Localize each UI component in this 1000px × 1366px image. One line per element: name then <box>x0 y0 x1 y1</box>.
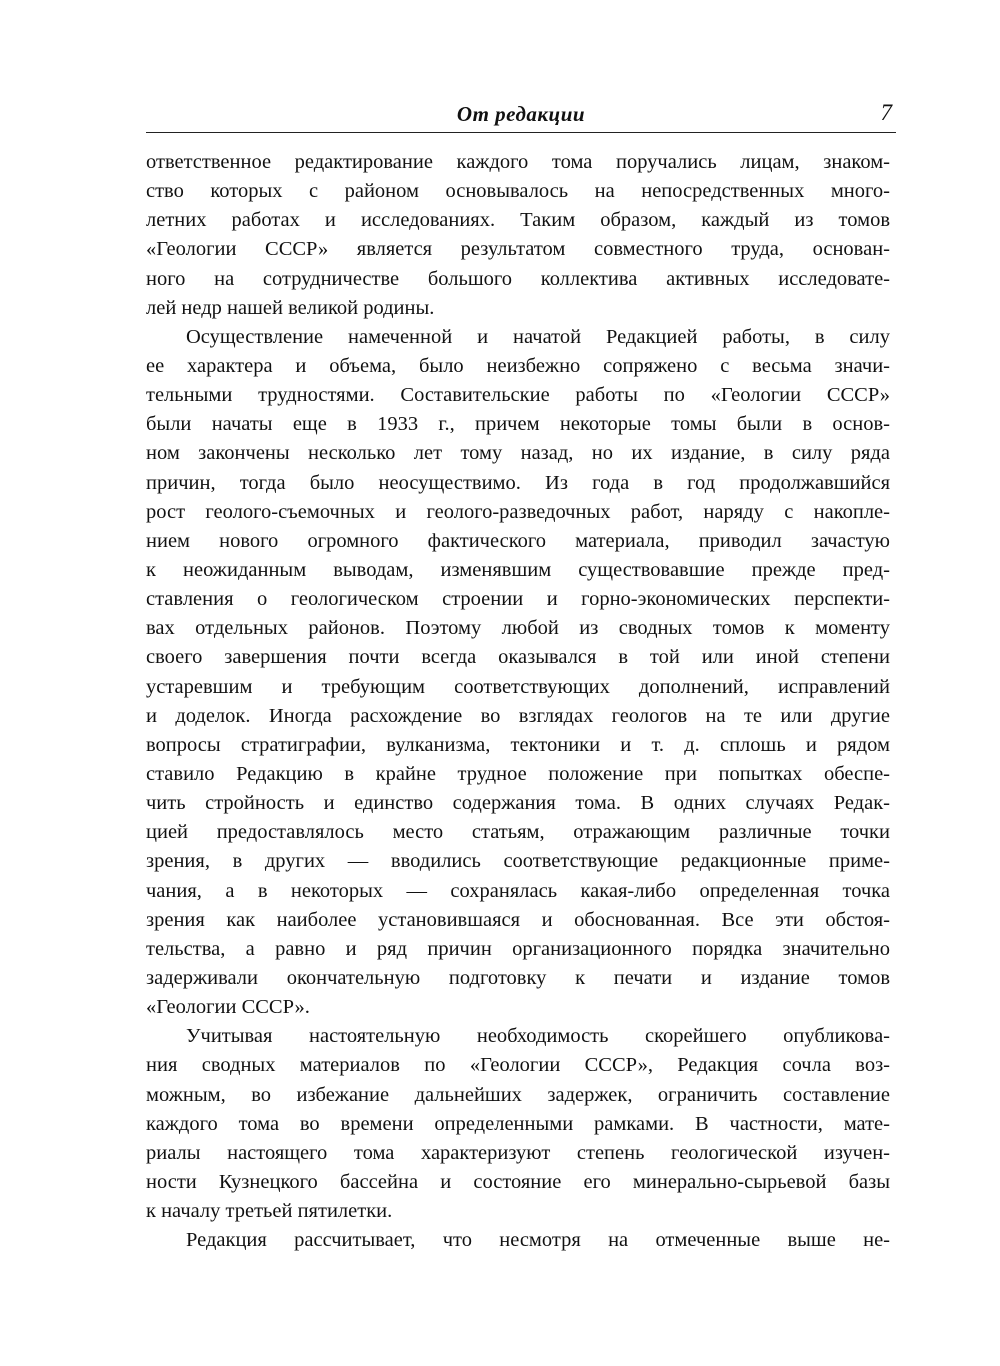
text-line: ответственное редактирование каждого тома поручались лицам, знаком- <box>146 151 890 173</box>
text-line: задерживали окончательную подготовку к печати и издание томов <box>146 966 890 989</box>
paragraph-p3 <box>146 1022 890 1226</box>
text-line: ного на сотрудничестве большого коллектива активных исследовате- <box>146 267 890 290</box>
text-line: и доделок. Иногда расхождение во взглядах геологов на те или другие <box>146 704 890 727</box>
text-line: зрения, в других — вводились соответствующие редакционные приме- <box>146 850 890 873</box>
text-line: ности Кузнецкого бассейна и состояние его минерально-сырьевой базы <box>146 1170 890 1193</box>
text-line: риалы настоящего тома характеризуют степень геологической изучен- <box>146 1141 890 1164</box>
text-line: чания, а в некоторых — сохранялась какая-либо определенная точка <box>146 879 890 902</box>
text-line: к началу третьей пятилетки. <box>146 1200 393 1223</box>
text-line: Учитывая настоятельную необходимость скорейшего опубликова- <box>186 1025 890 1048</box>
text-line: ставления о геологическом строении и горно-экономических перспекти- <box>146 588 890 611</box>
text-line: «Геологии СССР». <box>146 996 310 1019</box>
text-line: своего завершения почти всегда оказывался в той или иной степени <box>146 646 890 669</box>
text-line: Осуществление намеченной и начатой Редакцией работы, в силу <box>186 325 890 348</box>
text-line: Редакция рассчитывает, что несмотря на отмеченные выше не- <box>186 1229 890 1252</box>
text-line: устаревшим и требующим соответствующих дополнений, исправлений <box>146 675 890 698</box>
text-line: чить стройность и единство содержания тома. В одних случаях Редак- <box>146 792 890 815</box>
text-line: тельными трудностями. Составительские работы по «Геологии СССР» <box>146 384 890 407</box>
text-line: ном закончены несколько лет тому назад, но их издание, в силу ряда <box>146 442 890 465</box>
body-text <box>146 148 890 1255</box>
paragraph-p2 <box>146 323 890 1022</box>
paragraph-p4 <box>146 1226 890 1255</box>
text-line: ее характера и объема, было неизбежно сопряжено с весьма значи- <box>146 354 890 377</box>
text-line: вопросы стратиграфии, вулканизма, тектоники и т. д. сплошь и рядом <box>146 733 890 756</box>
running-header <box>146 98 896 133</box>
paragraph-p1 <box>146 148 890 323</box>
text-line: причин, тогда было неосуществимо. Из года в год продолжавшийся <box>146 471 890 494</box>
text-line: были начаты еще в 1933 г., причем некоторые томы были в основ- <box>146 413 890 436</box>
text-line: к неожиданным выводам, изменявшим существовавшие прежде пред- <box>146 558 890 581</box>
text-line: тельства, а равно и ряд причин организационного порядка значительно <box>146 937 890 960</box>
text-line: нием нового огромного фактического материала, приводил зачастую <box>146 529 890 552</box>
text-line: каждого тома во времени определенными рамками. В частности, мате- <box>146 1112 890 1135</box>
text-line: рост геолого-съемочных и геолого-разведочных работ, наряду с накопле- <box>146 500 890 523</box>
text-line: лей недр нашей великой родины. <box>146 296 435 319</box>
text-line: летних работах и исследованиях. Таким образом, каждый из томов <box>146 209 890 232</box>
text-line: зрения как наиболее установившаяся и обоснованная. Все эти обстоя- <box>146 908 890 931</box>
text-line: вах отдельных районов. Поэтому любой из сводных томов к моменту <box>146 617 890 640</box>
running-header-title: От редакции <box>456 102 586 126</box>
text-line: можным, во избежание дальнейших задержек, ограничить составление <box>146 1083 890 1106</box>
text-line: цией предоставлялось место статьям, отражающим различные точки <box>146 821 890 844</box>
text-line: ство которых с районом основывалось на непосредственных много- <box>146 180 890 203</box>
page-number: 7 <box>880 100 892 125</box>
text-line: ния сводных материалов по «Геологии СССР», Редакция сочла воз- <box>146 1054 890 1077</box>
text-line: «Геологии СССР» является результатом совместного труда, основан- <box>146 238 890 261</box>
text-line: ставило Редакцию в крайне трудное положение при попытках обеспе- <box>146 762 890 785</box>
